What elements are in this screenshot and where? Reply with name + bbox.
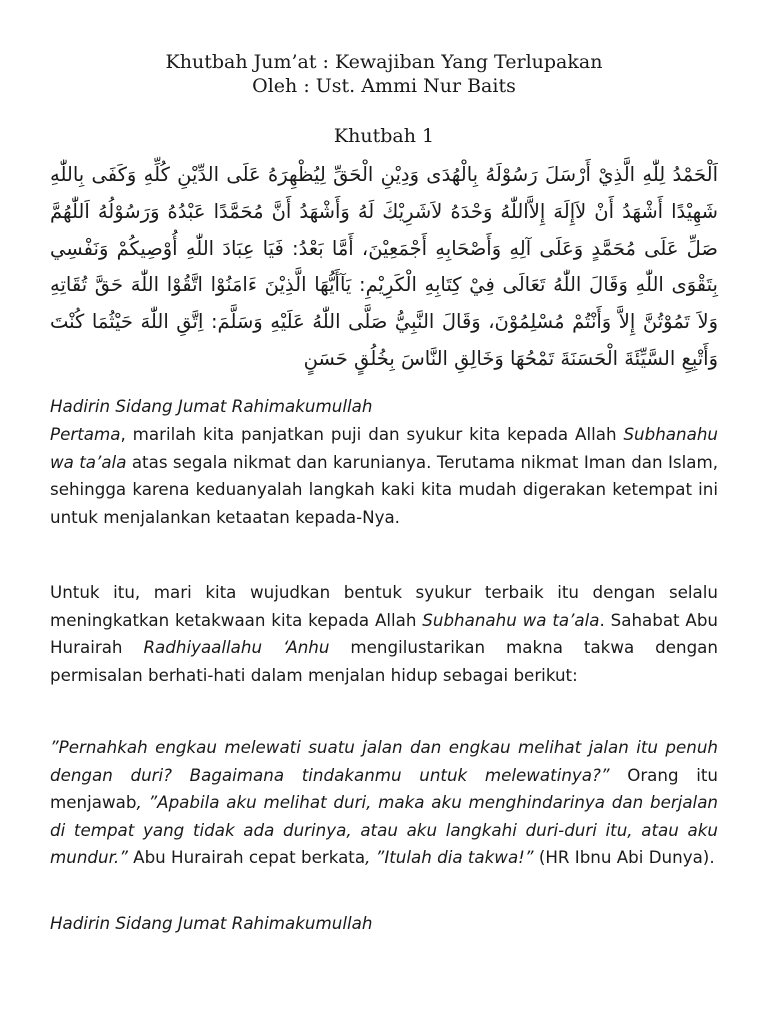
paragraph-text: , marilah kita panjatkan puji dan syukur kita kepada Allah bbox=[120, 424, 624, 444]
paragraph-text: atas segala nikmat dan karunianya. Terutama nikmat Iman dan Islam, sehingga karena keduanyalah langkah kaki kita mudah digerakan ketempat ini untuk menjalankan ketaatan kepada-Nya. bbox=[50, 451, 719, 527]
hadith-reference: (HR Ibnu Abi Dunya). bbox=[533, 847, 715, 868]
subhanahu-phrase: Subhanahu wa ta’ala bbox=[50, 424, 718, 472]
paragraph-text: Orang itu menjawab bbox=[50, 764, 718, 813]
greeting-line bbox=[50, 393, 718, 421]
quote-conclusion: , ”Itulah dia takwa!” bbox=[365, 847, 534, 868]
paragraph-pertama bbox=[50, 421, 718, 531]
section-heading: Khutbah 1 bbox=[333, 125, 435, 147]
arabic-paragraph: اَلْحَمْدُ لِلّٰهِ الَّذِيْ أَرْسَلَ رَسُوْلَهُ بِالْهُدَى وَدِيْنِ الْحَقِّ لِيُظْهِرَهُ عَلَى الدِّيْنِ كُلِّهِ وَكَفَى بِاللّٰهِ شَهِيْدًا أَشْهَدُ أَنْ لاَإِلَهَ إِلاَّاللّٰهُ وَحْدَهُ لاَشَرِيْكَ لَهُ وَأَشْهَدُ أَنَّ مُحَمَّدًا عَبْدُهُ وَرَسُوْلُهُ اَللّٰهُمَّ صَلِّ عَلَى مُحَمَّدٍ وَعَلَى آلِهِ وَأَصْحَابِهِ أَجْمَعِيْنَ، أَمَّا بَعْدُ: فَيَا عِبَادَ اللّٰهِ أُوْصِيكُمْ وَنَفْسِي بِتَقْوَى اللّٰهِ وَقَالَ اللّٰهُ تَعَالَى فِيْ كِتَابِهِ الْكَرِيْمِ: يَآأَيُّهَا الَّذِيْنَ ءَامَنُوْا اتَّقُوْا اللّٰهَ حَقَّ تُقَاتِهِ وَلاَ تَمُوْتُنَّ إِلاَّ وَأَنْتُمْ مُسْلِمُوْنَ، وَقَالَ النَّبِيُّ صَلَّى اللّٰهُ عَلَيْهِ وَسَلَّمَ: اِتَّقِ اللّٰهَ حَيْثُمَا كُنْتَ وَأَتْبِعِ السَّيِّئَةَ الْحَسَنَةَ تَمْحُهَا وَخَالِقِ النَّاسَ بِخُلُقٍ حَسَنٍ bbox=[50, 163, 718, 370]
paragraph-text: Untuk itu, mari kita wujudkan bentuk syukur terbaik itu dengan selalu meningkatkan ketakwaan kita kepada Allah bbox=[50, 582, 718, 630]
subhanahu-phrase: Subhanahu wa ta’ala bbox=[422, 609, 600, 630]
radhiyallahu-phrase: Radhiyaallahu ‘Anhu bbox=[143, 637, 330, 658]
paragraph-untuk-itu bbox=[50, 579, 718, 689]
paragraph-text: Abu Hurairah cepat berkata bbox=[127, 847, 366, 868]
quote-question: ”Pernahkah engkau melewati suatu jalan dan engkau melihat jalan itu penuh dengan duri? Bagaimana tindakanmu untuk melewatinya?” bbox=[50, 737, 718, 785]
quote-answer: , ”Apabila aku melihat duri, maka aku menghindarinya dan berjalan di tempat yang tidak ada durinya, atau aku langkahi duri-duri itu, atau aku mundur.” bbox=[50, 792, 718, 868]
document-author: Oleh : Ust. Ammi Nur Baits bbox=[252, 75, 516, 97]
paragraph-text: . Sahabat Abu Hurairah bbox=[50, 609, 719, 658]
greeting-text: Hadirin Sidang Jumat Rahimakumullah bbox=[50, 396, 373, 416]
greeting-line bbox=[50, 910, 718, 938]
paragraph-text: mengilustarikan makna takwa dengan permisalan berhati-hati dalam menjalan hidup sebagai berikut: bbox=[50, 637, 718, 685]
arabic-opening-text bbox=[50, 157, 718, 378]
document-title: Khutbah Jum’at : Kewajiban Yang Terlupakan bbox=[165, 51, 603, 73]
pertama-word: Pertama bbox=[50, 424, 121, 444]
paragraph-quote bbox=[50, 734, 718, 872]
greeting-text: Hadirin Sidang Jumat Rahimakumullah bbox=[50, 913, 373, 933]
